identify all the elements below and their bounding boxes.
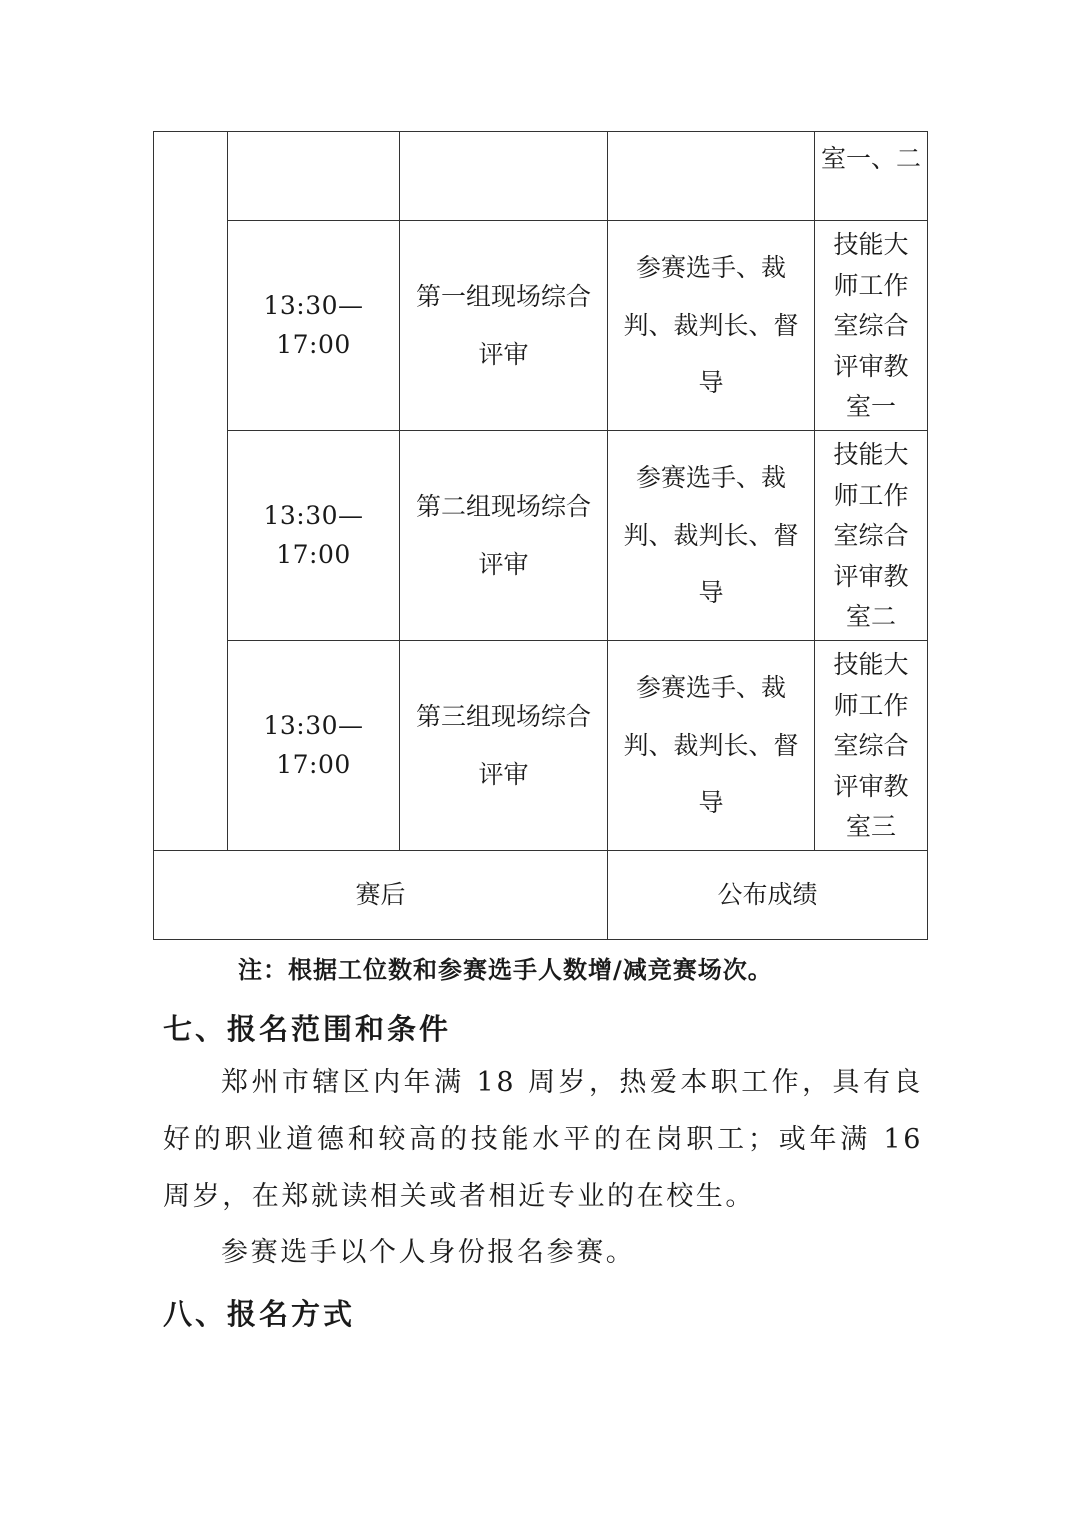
place-text: 技能大师工作室综合评审教室三	[833, 650, 909, 842]
content-cell	[400, 641, 608, 851]
time-text: 13:30—17:00	[263, 290, 364, 359]
table-row	[154, 641, 928, 851]
table-row	[154, 132, 928, 221]
people-cell	[608, 221, 815, 431]
place-cell	[815, 221, 928, 431]
time-text: 13:30—17:00	[263, 500, 364, 569]
merged-date-cell	[154, 132, 228, 851]
place-text: 室一、二	[820, 144, 921, 173]
section-heading-7: 七、报名范围和条件	[163, 1012, 452, 1046]
footer-stage-cell	[154, 851, 608, 940]
people-text: 参赛选手、裁判、裁判长、督导	[623, 463, 799, 608]
table-row	[154, 851, 928, 940]
place-text: 技能大师工作室综合评审教室二	[833, 440, 909, 632]
table-note: 注：根据工位数和参赛选手人数增/减竞赛场次。	[238, 956, 773, 984]
table-row	[154, 431, 928, 641]
section7-paragraph-1: 郑州市辖区内年满 18 周岁，热爱本职工作，具有良好的职业道德和较高的技能水平的在岗职工；或年满 16 周岁，在郑就读相关或者相近专业的在校生。	[163, 1067, 923, 1212]
place-text: 技能大师工作室综合评审教室一	[833, 230, 909, 422]
time-cell	[228, 221, 400, 431]
footer-item-cell	[608, 851, 928, 940]
section7-paragraph-2: 参赛选手以个人身份报名参赛。	[221, 1237, 636, 1268]
content-text: 第一组现场综合评审	[415, 282, 591, 369]
place-cell	[815, 431, 928, 641]
time-cell	[228, 431, 400, 641]
section-heading-8: 八、报名方式	[163, 1297, 356, 1331]
content-text: 第二组现场综合评审	[415, 492, 591, 579]
place-cell	[815, 641, 928, 851]
content-cell	[400, 221, 608, 431]
place-cell	[815, 132, 928, 221]
people-cell	[608, 431, 815, 641]
schedule-table	[153, 131, 928, 940]
people-cell	[608, 132, 815, 221]
people-text: 参赛选手、裁判、裁判长、督导	[623, 673, 799, 818]
content-cell	[400, 431, 608, 641]
people-text: 参赛选手、裁判、裁判长、督导	[623, 253, 799, 398]
time-cell	[228, 132, 400, 221]
content-cell	[400, 132, 608, 221]
table-row	[154, 221, 928, 431]
content-text: 第三组现场综合评审	[415, 702, 591, 789]
time-text: 13:30—17:00	[263, 710, 364, 779]
footer-item-text: 公布成绩	[717, 879, 818, 909]
time-cell	[228, 641, 400, 851]
people-cell	[608, 641, 815, 851]
footer-stage-text: 赛后	[355, 879, 406, 909]
